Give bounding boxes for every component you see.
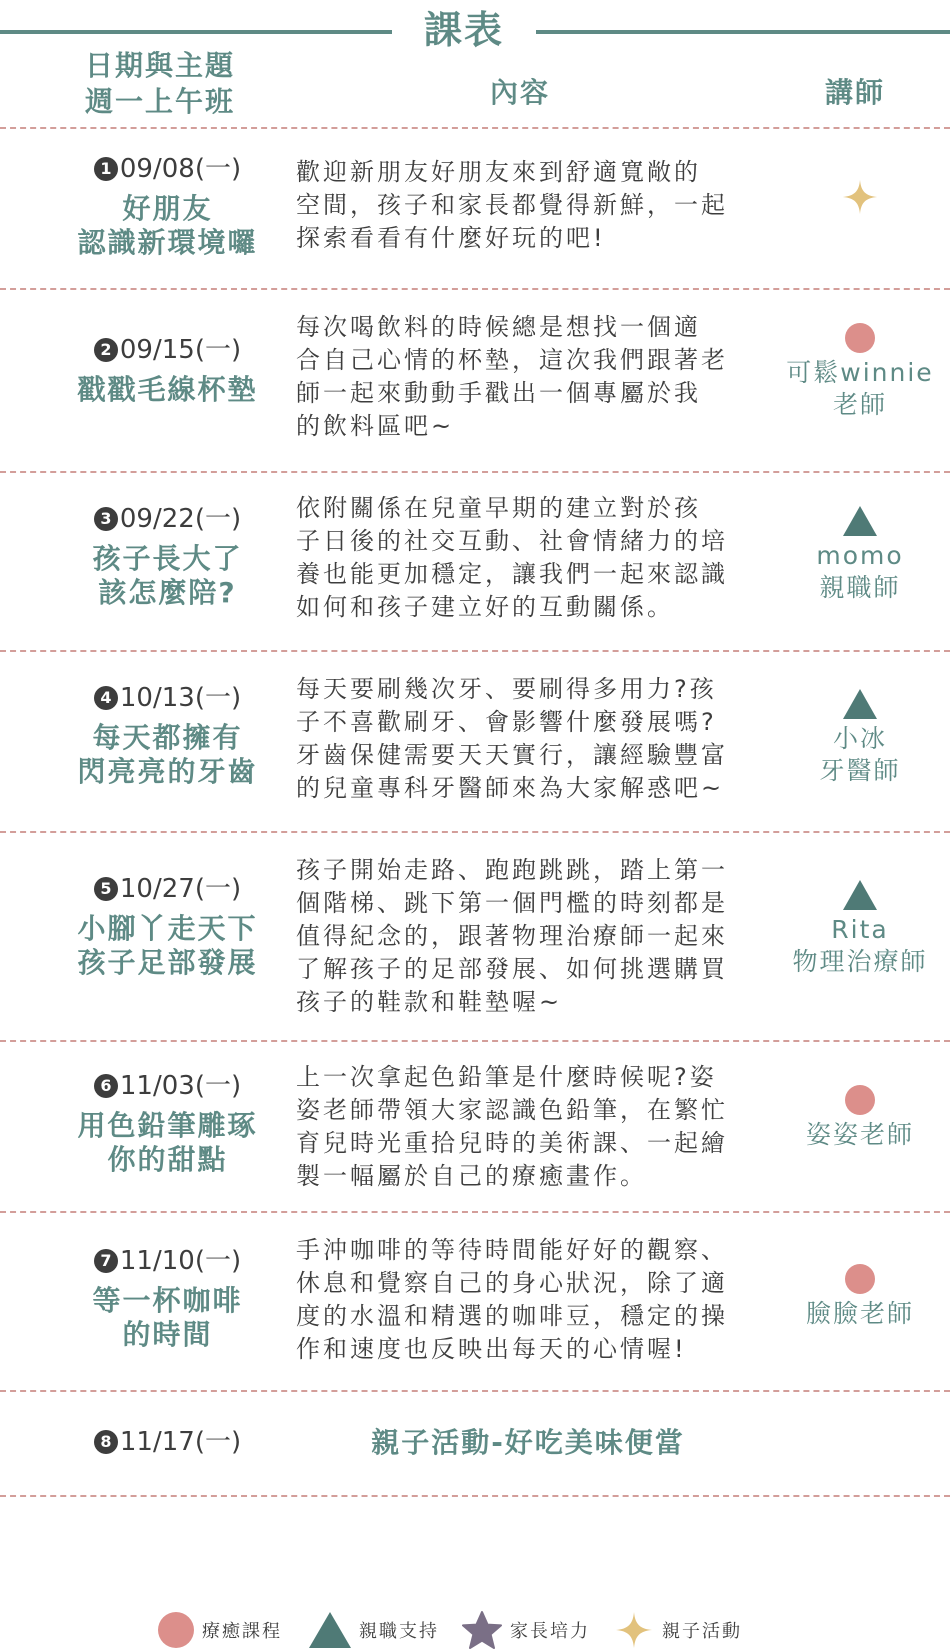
session-description [296,156,760,255]
session-number-badge: 5 [94,877,118,901]
schedule-row [0,472,950,650]
topic-line: 好朋友 [122,192,213,225]
description-line: 歡迎新朋友好朋友來到舒適寬敞的 [296,158,701,186]
teacher-line: 牙醫師 [819,756,901,785]
star-icon [462,1610,502,1650]
session-number-badge: 7 [94,1249,118,1273]
legend-label: 親職支持 [359,1621,439,1642]
topic-line: 每天都擁有 [92,721,243,754]
session-date-topic [55,333,280,407]
description-line: 每次喝飲料的時候總是想找一個適 [296,313,701,341]
circle-icon [845,323,875,353]
schedule-row [0,1212,950,1390]
column-header-date [40,48,280,120]
topic-line: 孩子足部發展 [77,946,258,979]
header-rule-right [536,30,950,34]
teacher-line: 姿姿老師 [805,1120,914,1149]
session-topic [55,912,280,980]
header-rule-left [0,30,392,34]
legend [0,1610,950,1650]
session-topic [55,542,280,610]
session-date-text: 09/08(一) [119,154,242,184]
session-teacher [770,1085,950,1151]
teacher-line: 老師 [832,390,887,419]
schedule-row [0,651,950,831]
teacher-line: 小冰 [832,724,887,753]
session-date-topic [55,152,280,260]
session-description [296,1234,760,1366]
description-line: 師一起來動動手戳出一個專屬於我 [296,379,701,407]
legend-item-parenting [309,1610,439,1650]
session-teacher [770,323,950,421]
session-topic [55,192,280,260]
schedule-row [0,1391,950,1495]
session-topic [55,1109,280,1177]
session-date-text: 09/22(一) [119,504,242,534]
session-date [55,1069,280,1103]
topic-line: 你的甜點 [107,1143,228,1176]
topic-line: 用色鉛筆雕琢 [77,1109,258,1142]
column-header-content: 內容 [489,76,550,109]
description-line: 探索看看有什麼好玩的吧! [296,224,606,252]
triangle-icon [309,1612,351,1648]
description-line: 孩子開始走路、跑跑跳跳，踏上第一 [296,856,728,884]
circle-icon [158,1612,194,1648]
sparkle-icon [841,178,879,216]
sparkle-icon [614,1610,654,1650]
teacher-line: 物理治療師 [792,947,928,976]
session-date-text: 11/17(一) [119,1427,242,1457]
description-line: 休息和覺察自己的身心狀況，除了適 [296,1269,728,1297]
session-date-text: 09/15(一) [119,335,242,365]
teacher-line: 可鬆winnie [786,358,934,387]
topic-line: 該怎麼陪? [98,576,237,609]
triangle-icon [843,880,877,910]
topic-line: 的時間 [122,1318,213,1351]
column-header-date-line2: 週一上午班 [84,85,235,118]
description-line: 養也能更加穩定，讓我們一起來認識 [296,560,728,588]
session-topic [55,1284,280,1352]
description-line: 育兒時光重拾兒時的美術課、一起繪 [296,1129,728,1157]
description-line: 孩子的鞋款和鞋墊喔~ [296,988,563,1016]
legend-item-family-activity [614,1610,742,1650]
session-date [55,1425,280,1459]
session-date-topic [55,1069,280,1177]
session-date [55,152,280,186]
session-date [55,333,280,367]
topic-line: 小腳丫走天下 [77,912,258,945]
description-line: 如何和孩子建立好的互動關係。 [296,593,674,621]
description-line: 度的水溫和精選的咖啡豆，穩定的操 [296,1302,728,1330]
description-line: 作和速度也反映出每天的心情喔! [296,1335,687,1363]
page-title: 課表 [423,8,504,52]
description-line: 個階梯、跳下第一個門檻的時刻都是 [296,889,728,917]
session-teacher [770,506,950,604]
session-number-badge: 2 [94,338,118,362]
circle-icon [845,1264,875,1294]
row-divider [0,1495,950,1497]
description-line: 子日後的社交互動、社會情緒力的培 [296,527,728,555]
description-line: 依附關係在兒童早期的建立對於孩 [296,494,701,522]
description-line: 值得紀念的，跟著物理治療師一起來 [296,922,728,950]
teacher-line: Rita [831,915,889,944]
description-line: 的兒童專科牙醫師來為大家解惑吧~ [296,774,725,802]
schedule-row [0,289,950,471]
session-date [55,681,280,715]
session-date-topic [55,502,280,610]
session-date-text: 11/03(一) [119,1071,242,1101]
session-teacher [770,178,950,220]
circle-icon [845,1085,875,1115]
topic-line: 孩子長大了 [92,542,243,575]
session-number-badge: 4 [94,686,118,710]
session-description [296,311,760,443]
schedule-row [0,128,950,288]
session-number-badge: 1 [94,157,118,181]
description-line: 合自己心情的杯墊，這次我們跟著老 [296,346,728,374]
session-description [296,854,760,1019]
legend-item-empowerment [462,1610,590,1650]
schedule-row [0,1041,950,1211]
column-header-date-line1: 日期與主題 [84,49,235,82]
topic-line: 等一杯咖啡 [92,1284,243,1317]
topic-line: 戳戳毛線杯墊 [77,373,258,406]
session-date-topic [55,1244,280,1352]
description-line: 了解孩子的足部發展、如何挑選購買 [296,955,728,983]
description-line: 的飲料區吧~ [296,412,455,440]
session-date-text: 10/27(一) [119,874,242,904]
description-line: 姿老師帶領大家認識色鉛筆，在繁忙 [296,1096,728,1124]
session-date [55,502,280,536]
session-number-badge: 3 [94,507,118,531]
triangle-icon [843,506,877,536]
session-date [55,1244,280,1278]
teacher-line: 臉臉老師 [805,1299,914,1328]
description-line: 子不喜歡刷牙、會影響什麼發展嗎? [296,708,717,736]
legend-item-healing [158,1610,282,1650]
session-number-badge: 8 [94,1430,118,1454]
description-line: 製一幅屬於自己的療癒畫作。 [296,1162,647,1190]
session-topic [55,373,280,407]
description-line: 上一次拿起色鉛筆是什麼時候呢?姿 [296,1063,717,1091]
session-date-topic [55,681,280,789]
session-date-text: 10/13(一) [119,683,242,713]
session-topic [55,721,280,789]
topic-line: 認識新環境囉 [77,226,258,259]
session-date-topic [55,872,280,980]
legend-label: 親子活動 [662,1621,742,1642]
session-date-text: 11/10(一) [119,1246,242,1276]
session-description [296,673,760,805]
legend-label: 療癒課程 [202,1621,282,1642]
session-description [296,492,760,624]
triangle-icon [843,689,877,719]
activity-title: 親子活動-好吃美味便當 [371,1426,685,1459]
description-line: 手沖咖啡的等待時間能好好的觀察、 [296,1236,728,1264]
legend-label: 家長培力 [510,1621,590,1642]
description-line: 每天要刷幾次牙、要刷得多用力?孩 [296,675,717,703]
description-line: 空間，孩子和家長都覺得新鮮，一起 [296,191,728,219]
session-description [296,1061,760,1193]
topic-line: 閃亮亮的牙齒 [77,755,258,788]
session-teacher [770,1264,950,1330]
session-teacher [770,880,950,978]
session-number-badge: 6 [94,1074,118,1098]
description-line: 牙齒保健需要天天實行，讓經驗豐富 [296,741,728,769]
column-header-teacher: 講師 [824,76,885,109]
session-date [55,872,280,906]
teacher-line: 親職師 [819,573,901,602]
session-date-topic [55,1425,280,1459]
schedule-row [0,832,950,1040]
session-teacher [770,689,950,787]
teacher-line: momo [816,541,904,570]
